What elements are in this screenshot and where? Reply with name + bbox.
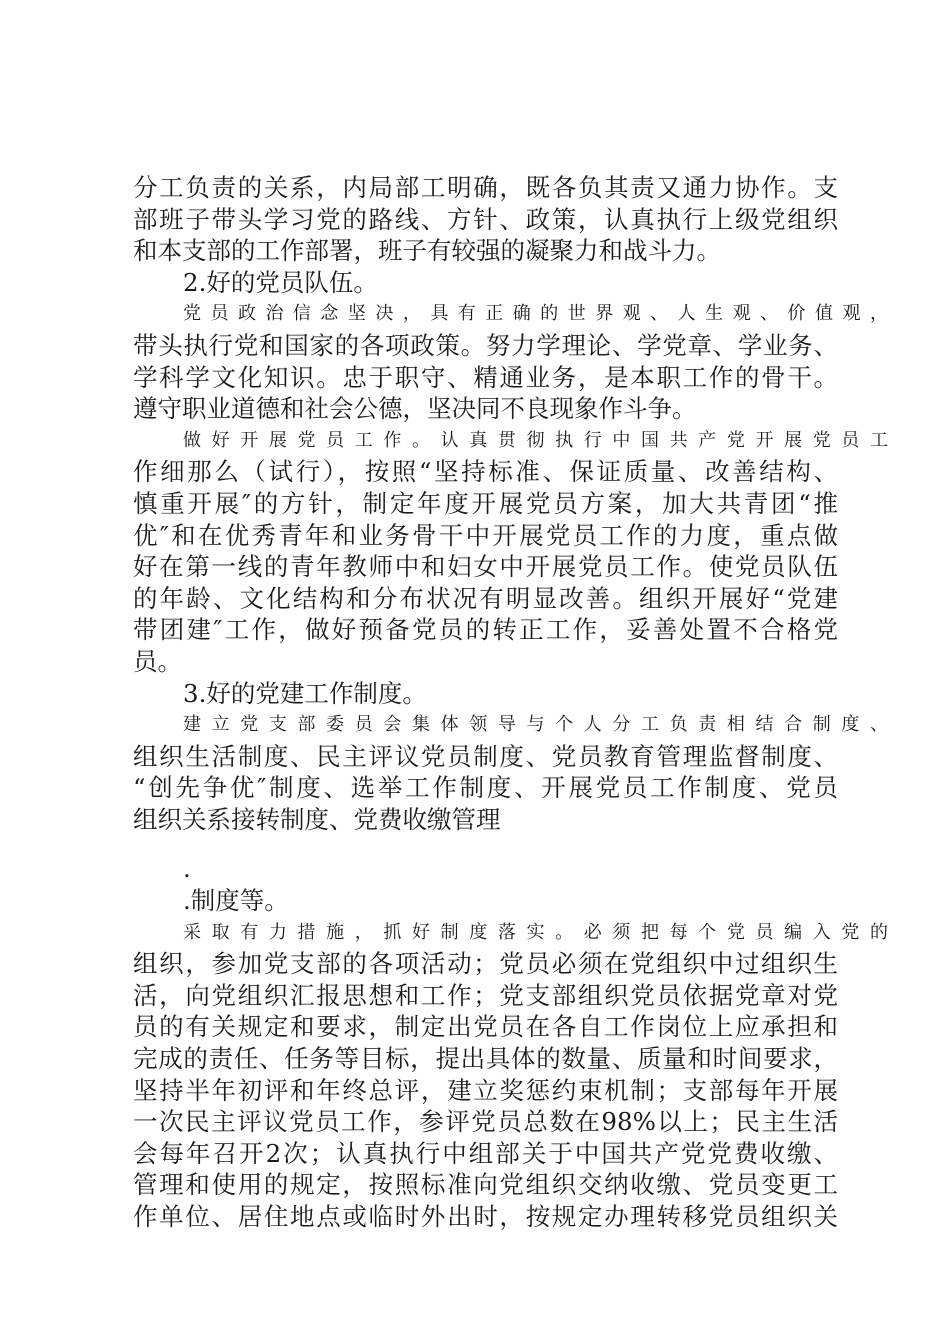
text-line: 和本支部的工作部署，班子有较强的凝聚力和战斗力。: [133, 236, 721, 266]
text-line: 3.好的党建工作制度。: [183, 678, 427, 708]
text-line: 部班子带头学习党的路线、方针、政策，认真执行上级党组织: [133, 204, 838, 234]
text-line: 一次民主评议党员工作，参评党员总数在98%以上；民主生活: [133, 1107, 838, 1137]
text-line: 作单位、居住地点或临时外出时，按规定办理转移党员组织关: [133, 1202, 838, 1231]
text-line: 会每年召开2次；认真执行中组部关于中国共产党党费收缴、: [133, 1138, 838, 1168]
text-line: 员的有关规定和要求，制定出党员在各自工作岗位上应承担和: [133, 1012, 838, 1042]
text-line: 完成的责任、任务等目标，提出具体的数量、质量和时间要求，: [133, 1044, 838, 1074]
text-line: 组织关系接转制度、党费收缴管理: [133, 804, 501, 834]
text-line: 慎重开展″的方针，制定年度开展党员方案，加大共青团“推: [133, 488, 838, 518]
text-line: 建立党支部委员会集体领导与个人分工负责相结合制度、: [183, 714, 888, 736]
text-line: 管理和使用的规定，按照标准向党组织交纳收缴、党员变更工: [133, 1170, 838, 1200]
text-line: 带团建″工作，做好预备党员的转正工作，妥善处置不合格党: [133, 615, 838, 645]
text-line: 遵守职业道德和社会公德，坚决同不良现象作斗争。: [133, 394, 697, 424]
text-line: 带头执行党和国家的各项政策。努力学理论、学党章、学业务、: [133, 330, 838, 360]
text-line: 坚持半年初评和年终总评，建立奖惩约束机制；支部每年开展: [133, 1075, 838, 1105]
text-line: 学科学文化知识。忠于职守、精通业务，是本职工作的骨干。: [133, 362, 838, 392]
paragraph-spacer: [133, 835, 838, 853]
text-line: 员。: [133, 646, 182, 676]
text-line: 好在第一线的青年教师中和妇女中开展党员工作。使党员队伍: [133, 552, 838, 582]
text-line: 党员政治信念坚决，具有正确的世界观、人生观、价值观，: [183, 303, 888, 325]
document-body: [133, 172, 888, 1233]
text-line: 优″和在优秀青年和业务骨干中开展党员工作的力度，重点做: [133, 520, 838, 550]
text-line: 组织，参加党支部的各项活动；党员必须在党组织中过组织生: [133, 949, 838, 979]
text-line: 活，向党组织汇报思想和工作；党支部组织党员依据党章对党: [133, 980, 838, 1010]
text-line: “创先争优″制度、选举工作制度、开展党员工作制度、党员: [133, 773, 838, 803]
text-line: .制度等。: [183, 886, 289, 916]
text-line: 2.好的党员队伍。: [183, 267, 378, 297]
text-line: 组织生活制度、民主评议党员制度、党员教育管理监督制度、: [133, 741, 838, 771]
text-line: 作细那么（试行），按照“坚持标准、保证质量、改善结构、: [133, 457, 838, 487]
text-line: .: [183, 854, 191, 884]
text-line: 分工负责的关系，内局部工明确，既各负其责又通力协作。支: [133, 173, 838, 202]
text-line: 的年龄、文化结构和分布状况有明显改善。组织开展好“党建: [133, 583, 838, 613]
text-line: 采取有力措施，抓好制度落实。必须把每个党员编入党的: [183, 921, 888, 943]
text-line: 做好开展党员工作。认真贯彻执行中国共产党开展党员工: [183, 429, 888, 451]
